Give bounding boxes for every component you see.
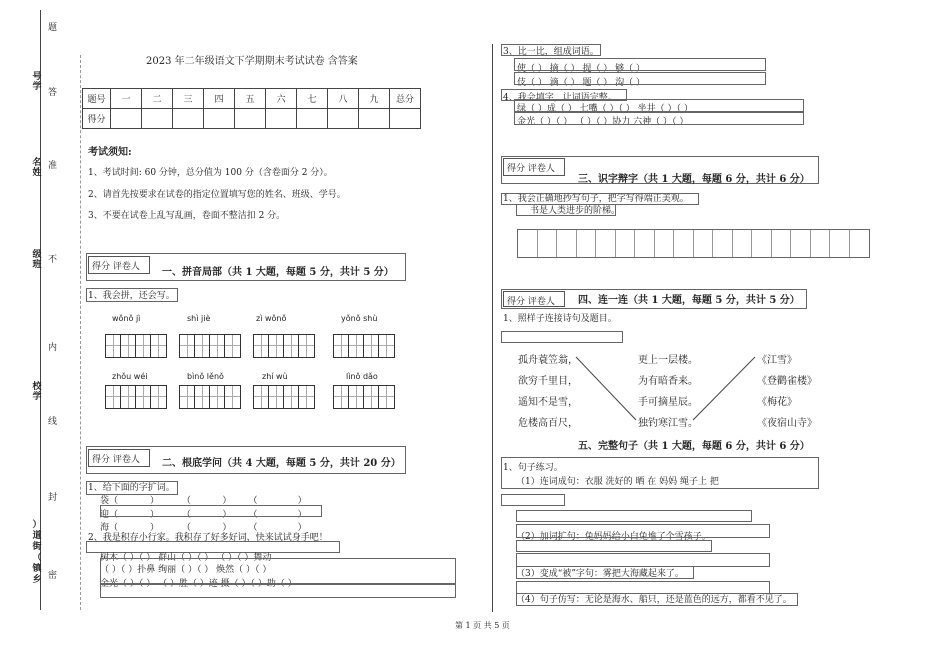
match-line xyxy=(576,357,636,420)
pinyin-label: wǒnǒ jì xyxy=(112,314,141,323)
score-header-cell: 九 xyxy=(359,89,390,109)
pinyin-label: zhǒu wéi xyxy=(112,372,148,381)
score-header-cell: 六 xyxy=(266,89,297,109)
answer-blanks: ） （ ） （ ） xyxy=(150,496,307,506)
fill-line: 绿（ ）成（ ） 七嘴（ ）（ ） 坐井（ ）（ ） xyxy=(517,104,693,114)
score-row-label: 得分 xyxy=(83,109,111,129)
section2-question: 1、给下面的字扩词。 xyxy=(88,483,175,493)
section4-question: 1、照样子连接诗句及题目。 xyxy=(503,314,617,324)
poem-line: 为有暗香来。 xyxy=(638,376,698,387)
notice-item: 2、请首先按要求在试卷的指定位置填写您的姓名、班级、学号。 xyxy=(88,190,346,200)
poem-line: 孤舟蓑笠翁， xyxy=(518,355,578,366)
notice-item: 3、不要在试卷上乱写乱画，卷面不整洁扣 2 分。 xyxy=(88,211,286,221)
answer-blanks: ） （ ） （ ） xyxy=(150,523,307,533)
question-3: 3、比一比，组成词语。 xyxy=(503,47,599,57)
pinyin-label: zhí wù xyxy=(262,372,288,381)
grader-box: 得分 评卷人 xyxy=(503,291,565,307)
poem-line: 手可摘星辰。 xyxy=(638,397,698,408)
cut-word: 密 xyxy=(48,571,58,581)
cut-word: 线 xyxy=(48,417,58,427)
fill-line: （ ）（ ）扑鼻 绚丽（ ）（ ） 焕然（ ）（ ） xyxy=(100,565,272,575)
pinyin-label: zì wǒnǒ xyxy=(256,314,287,323)
poem-title: 《梅花》 xyxy=(757,397,797,408)
answer-blanks: ） （ ） （ ） xyxy=(150,510,307,520)
sentence-task: （2）加词扩句：兔妈妈给小白兔堆了个雪孩子。 xyxy=(516,532,711,542)
answer-box[interactable] xyxy=(516,510,752,522)
grader-box: 得分 评卷人 xyxy=(88,256,150,274)
section5-question: 1、句子练习。 xyxy=(503,463,563,473)
cut-word: 不 xyxy=(48,255,58,265)
poem-title: 《江雪》 xyxy=(757,355,797,366)
char-prompt: 海（ xyxy=(100,523,119,533)
char-prompt: 袋（ xyxy=(100,496,119,506)
section4-title: 四、连一连（共 1 大题，每题 5 分，共计 5 分） xyxy=(578,295,800,306)
section3-question: 1、我会正确地抄写句子，把字写得端正美观。 xyxy=(503,194,689,204)
pinyin-label: shì jiè xyxy=(187,314,211,323)
cut-word: 题 xyxy=(48,23,58,33)
margin-label-school: 校 学 xyxy=(32,382,42,402)
page-footer: 第 1 页 共 5 页 xyxy=(455,621,510,630)
answer-box[interactable] xyxy=(516,553,770,567)
section2-question: 2、我是积存小行家。我积存了好多好词，快来试试身手吧！ xyxy=(88,533,328,543)
cut-word: 封 xyxy=(48,493,58,503)
cut-word: 准 xyxy=(48,161,58,171)
page-title: 2023 年二年级语文下学期期末考试试卷 含答案 xyxy=(146,56,358,67)
section1-question: 1、我会拼，还会写。 xyxy=(88,291,175,301)
margin-label-class: 级 班 xyxy=(32,250,42,270)
margin-label-town: ） 道 街 （ 镇 乡 xyxy=(32,520,42,585)
compare-line: 伎（ ） 滴（ ） 题（ ） 沟（ ） xyxy=(517,78,646,88)
sentence-task: （4）句子仿写：无论是海水、船只，还是蓝色的远方，都看不见了。 xyxy=(516,595,792,605)
pinyin-label: bìnǒ lěnǒ xyxy=(187,372,224,381)
answer-box[interactable] xyxy=(516,540,712,552)
match-line xyxy=(693,357,755,420)
poem-line: 欲穷千里目， xyxy=(518,376,578,387)
grader-box: 得分 评卷人 xyxy=(503,158,565,176)
answer-box[interactable] xyxy=(516,566,694,579)
cut-word: 答 xyxy=(48,88,58,98)
poem-line: 独钓寒江雪。 xyxy=(638,418,698,429)
poem-line: 危楼高百尺， xyxy=(518,418,578,429)
fill-line: 树木（ ）（ ） 群山（ ）（ ） （ ）（ ）舞动 xyxy=(100,553,272,563)
fill-line: 金光（ ）（ ） （ ）胜（ ）迹 摄（ ）（ ）助（ ） xyxy=(100,579,297,589)
score-header-cell: 五 xyxy=(235,89,266,109)
question-4: 4、我会填字，让词语完整。 xyxy=(503,93,617,103)
score-header-cell: 总分 xyxy=(390,89,421,109)
grader-box: 得分 评卷人 xyxy=(88,449,150,467)
copy-sentence: 书是人类进步的阶梯。 xyxy=(530,206,621,216)
answer-box[interactable] xyxy=(516,524,770,538)
notice-item: 1、考试时间: 60 分钟，总分值为 100 分（含卷面分 2 分）。 xyxy=(88,168,333,178)
margin-label-id: 号 学 xyxy=(32,72,42,92)
score-header-cell: 四 xyxy=(204,89,235,109)
poem-title: 《夜宿山寺》 xyxy=(757,418,817,429)
pinyin-label: yǒnǒ shù xyxy=(341,314,378,323)
char-prompt: 迎（ xyxy=(100,510,119,520)
poem-line: 遥知不是雪， xyxy=(518,397,578,408)
section2-title: 二、根底学问（共 4 大题，每题 5 分，共计 20 分） xyxy=(162,458,401,469)
fill-line: 金光（ ）（ ） （ ）（ ）协力 六神（ ）（ ） xyxy=(517,117,689,127)
notice-heading: 考试须知: xyxy=(88,147,132,158)
pinyin-label: lìnǒ dǎo xyxy=(346,372,378,381)
section5-title: 五、完整句子（共 1 大题，每题 6 分，共计 6 分） xyxy=(578,441,810,452)
score-header-cell: 三 xyxy=(173,89,204,109)
section1-title: 一、拼音局部（共 1 大题，每题 5 分，共计 5 分） xyxy=(162,267,394,278)
poem-line: 更上一层楼。 xyxy=(638,355,698,366)
score-header-cell: 题号 xyxy=(83,89,111,109)
score-header-cell: 二 xyxy=(142,89,173,109)
section3-title: 三、识字辩字（共 1 大题，每题 6 分，共计 6 分） xyxy=(578,174,810,185)
poem-title: 《登鹳雀楼》 xyxy=(757,376,817,387)
score-header-cell: 一 xyxy=(111,89,142,109)
sentence-task: （3）变成“被”字句：雾把大海藏起来了。 xyxy=(516,569,684,579)
margin-label-name: 名 姓 xyxy=(32,158,42,178)
answer-box[interactable] xyxy=(501,494,565,506)
cut-word: 内 xyxy=(48,343,58,353)
sentence-task: （1）连词成句：衣服 洗好的 晒 在 妈妈 绳子上 把 xyxy=(516,477,719,487)
score-header-cell: 八 xyxy=(328,89,359,109)
answer-box[interactable] xyxy=(516,593,798,606)
compare-line: 使（ ） 摘（ ） 提（ ） 够（ ） xyxy=(517,64,646,74)
score-header-cell: 七 xyxy=(297,89,328,109)
